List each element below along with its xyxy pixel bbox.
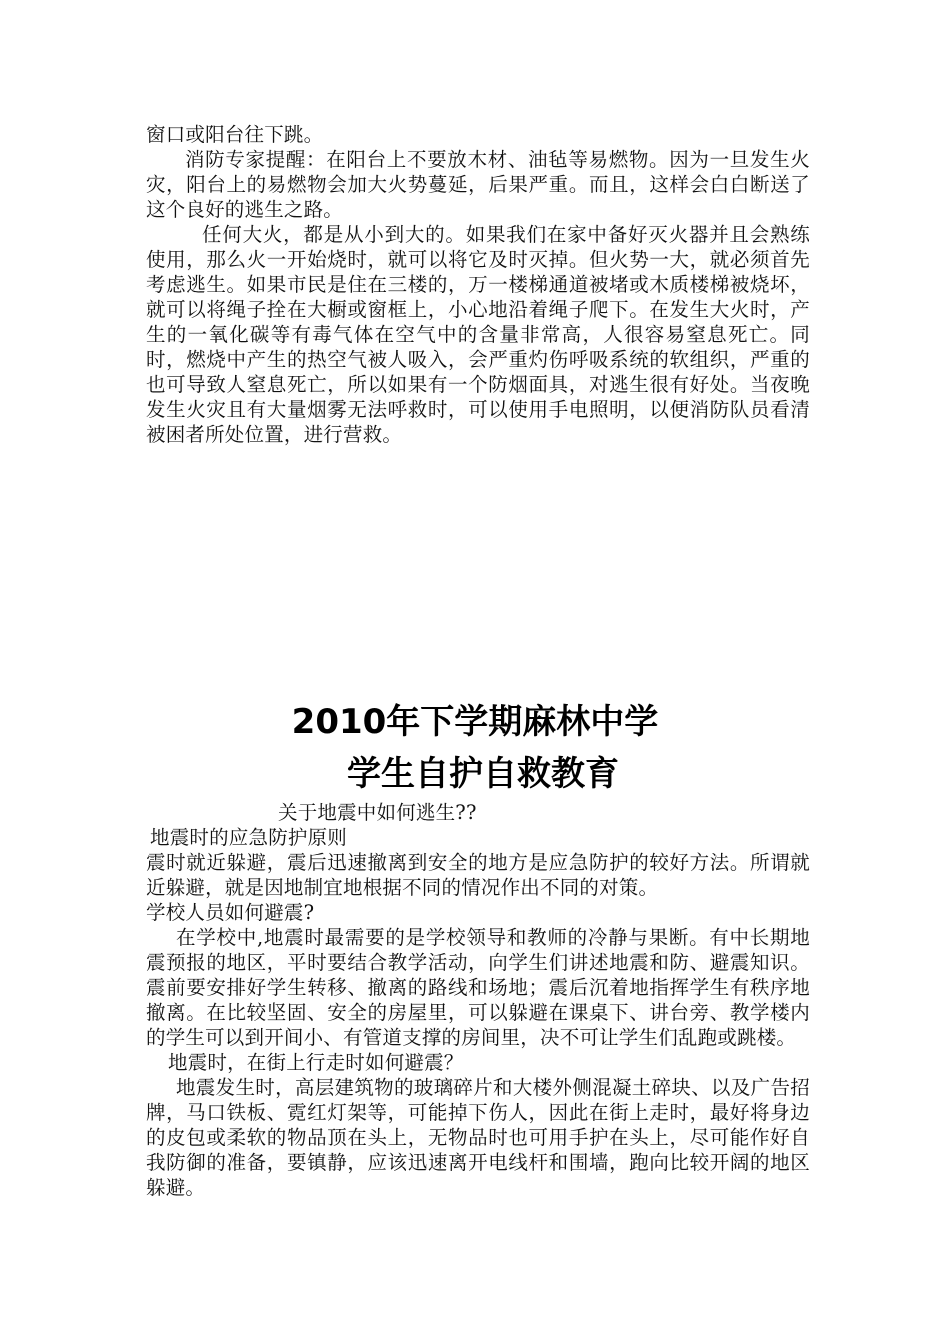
fire-escape-paragraph: 任何大火，都是从小到大的。如果我们在家中备好灭火器并且会熟练使用，那么火一开始烧时，就可以将它及时灭掉。但火势一大，就必须首先考虑逃生。如果市民是住在三楼的，万一楼梯通道被堵或木质楼梯被烧坏，就可以将绳子拴在大橱或窗框上，小心地沿着绳子爬下。在发生大火时，产生的一氧化碳等有毒气体在空气中的含量非常高，人很容易窒息死亡。同时，燃烧中产生的热空气被人吸入，会严重灼伤呼吸系统的软组织，严重的也可导致人窒息死亡，所以如果有一个防烟面具，对逃生很有好处。当夜晚发生火灾且有大量烟雾无法呼救时，可以使用手电照明，以便消防队员看清被困者所处位置，进行营救。	[146, 223, 810, 446]
window-line: 窗口或阳台往下跳。	[146, 123, 324, 146]
fire-escape-section	[146, 122, 810, 447]
street-paragraph: 地震发生时，高层建筑物的玻璃碎片和大楼外侧混凝土碎块、以及广告招牌，马口铁板、霓红灯架等，可能掉下伤人，因此在街上走时，最好将身边的皮包或柔软的物品顶在头上，无物品时也可用手护在头上，尽可能作好自我防御的准备，要镇静，应该迅速离开电线杆和围墙，跑向比较开阔的地区躲避。	[146, 1076, 810, 1199]
fire-expert-paragraph: 消防专家提醒：在阳台上不要放木材、油毡等易燃物。因为一旦发生火灾，阳台上的易燃物会加大火势蔓延，后果严重。而且，这样会白白断送了这个良好的逃生之路。	[146, 148, 810, 221]
earthquake-section	[146, 800, 810, 1200]
document-title-line2: 学生自护自救教育	[347, 754, 619, 794]
principle-heading: 地震时的应急防护原则	[150, 826, 348, 849]
document-title-line1: 2010年下学期麻林中学	[291, 702, 659, 742]
school-heading: 学校人员如何避震?	[146, 901, 315, 924]
principle-paragraph: 震时就近躲避，震后迅速撤离到安全的地方是应急防护的较好方法。所谓就近躲避，就是因地制宜地根据不同的情况作出不同的对策。	[146, 851, 810, 899]
street-heading: 地震时，在街上行走时如何避震？	[168, 1051, 464, 1074]
earthquake-subtitle: 关于地震中如何逃生??	[278, 801, 477, 824]
school-paragraph: 在学校中,地震时最需要的是学校领导和教师的冷静与果断。有中长期地震预报的地区，平时要结合教学活动，向学生们讲述地震和防、避震知识。震前要安排好学生转移、撤离的路线和场地；震后沉着地指挥学生有秩序地撤离。在比较坚固、安全的房屋里，可以躲避在课桌下、讲台旁、教学楼内的学生可以到开间小、有管道支撑的房间里，决不可让学生们乱跑或跳楼。	[146, 926, 810, 1049]
